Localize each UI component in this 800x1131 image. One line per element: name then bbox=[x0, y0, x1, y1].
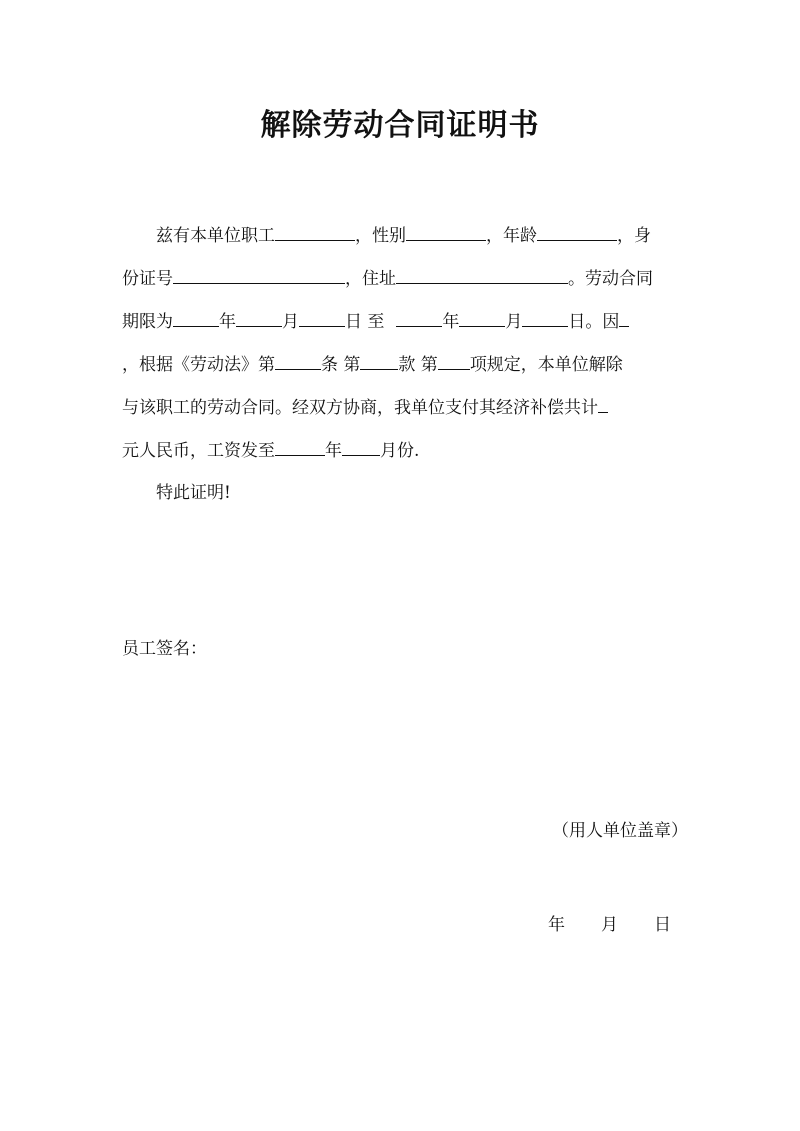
text-segment: 与该职工的劳动合同。经双方协商，我单位支付其经济补偿共计 bbox=[122, 398, 598, 418]
text-segment: ，住址 bbox=[345, 269, 396, 289]
end-month-blank[interactable] bbox=[459, 306, 505, 327]
paragraph-line-6 bbox=[122, 435, 692, 465]
date-line bbox=[548, 910, 671, 935]
text-segment: 月 bbox=[282, 312, 299, 332]
id-number-blank[interactable] bbox=[173, 263, 345, 284]
paragraph-line-5 bbox=[122, 392, 692, 422]
start-month-blank[interactable] bbox=[236, 306, 282, 327]
employer-stamp-label: （用人单位盖章） bbox=[552, 821, 688, 841]
text-segment: 日。因 bbox=[568, 312, 620, 332]
employee-name-blank[interactable] bbox=[275, 220, 355, 241]
text-segment: 份证号 bbox=[122, 269, 173, 289]
text-segment: 月 bbox=[505, 312, 523, 332]
date-year: 年 bbox=[548, 915, 565, 935]
item-blank[interactable] bbox=[438, 349, 470, 370]
text-segment: 款 第 bbox=[398, 355, 438, 375]
text-segment: ，年龄 bbox=[486, 226, 537, 246]
employee-signature-label: 员工签名： bbox=[122, 639, 207, 659]
closing-line bbox=[122, 478, 692, 508]
text-segment: 元人民币，工资发至 bbox=[122, 441, 275, 461]
gender-blank[interactable] bbox=[406, 220, 486, 241]
date-month: 月 bbox=[601, 915, 618, 935]
text-segment: 年 bbox=[325, 441, 342, 461]
end-year-blank[interactable] bbox=[396, 306, 442, 327]
text-segment: 日 至 bbox=[345, 312, 385, 332]
text-segment: ，身 bbox=[617, 226, 651, 246]
document-title: 解除劳动合同证明书 bbox=[260, 108, 540, 143]
age-blank[interactable] bbox=[537, 220, 617, 241]
paragraph-line-4 bbox=[122, 349, 692, 379]
closing-text: 特此证明! bbox=[156, 483, 231, 503]
address-blank[interactable] bbox=[396, 263, 568, 284]
compensation-blank[interactable] bbox=[598, 392, 608, 413]
text-segment: ，性别 bbox=[355, 226, 406, 246]
reason-blank[interactable] bbox=[619, 306, 629, 327]
text-segment: 年 bbox=[442, 312, 460, 332]
paragraph-line-1 bbox=[122, 220, 692, 250]
article-blank[interactable] bbox=[275, 349, 321, 370]
text-segment: 条 第 bbox=[321, 355, 361, 375]
start-day-blank[interactable] bbox=[299, 306, 345, 327]
salary-year-blank[interactable] bbox=[275, 435, 325, 456]
paragraph-line-2 bbox=[122, 263, 692, 293]
text-segment: 项规定，本单位解除 bbox=[469, 355, 623, 375]
text-segment: 年 bbox=[219, 312, 236, 332]
paragraph-line-3 bbox=[122, 306, 692, 336]
text-segment: 期限为 bbox=[122, 312, 173, 332]
salary-month-blank[interactable] bbox=[342, 435, 380, 456]
start-year-blank[interactable] bbox=[173, 306, 219, 327]
clause-blank[interactable] bbox=[360, 349, 398, 370]
text-segment: 。劳动合同 bbox=[568, 269, 653, 289]
text-segment: ，根据《劳动法》第 bbox=[122, 355, 275, 375]
end-day-blank[interactable] bbox=[522, 306, 568, 327]
text-segment: 月份. bbox=[380, 441, 420, 461]
date-day: 日 bbox=[654, 915, 671, 935]
text-segment: 兹有本单位职工 bbox=[156, 226, 275, 246]
